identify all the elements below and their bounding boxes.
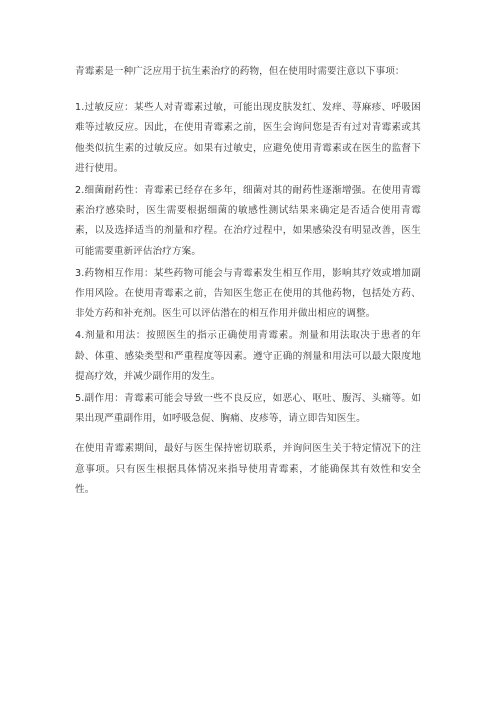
intro-paragraph: 青霉素是一种广泛应用于抗生素治疗的药物，但在使用时需要注意以下事项：: [75, 66, 405, 77]
item-allergy: 1.过敏反应：某些人对青霉素过敏，可能出现皮肤发红、发痒、荨麻疹、呼吸困难等过敏反应。因此，在使用青霉素之前，医生会询问您是否有过对青霉素或其他类似抗生素的过敏反应。如果有过敏史，应避免使用青霉素或在医生的监督下进行使用。: [75, 102, 421, 174]
item-dosage: 4.剂量和用法：按照医生的指示正确使用青霉素。剂量和用法取决于患者的年龄、体重、感染类型和严重程度等因素。遵守正确的剂量和用法可以最大限度地提高疗效，并减少副作用的发生。: [75, 330, 421, 382]
document-page: [75, 62, 421, 500]
item-interactions: 3.药物相互作用：某些药物可能会与青霉素发生相互作用，影响其疗效或增加副作用风险。在使用青霉素之前，告知医生您正在使用的其他药物，包括处方药、非处方药和补充剂。医生可以评估潜在的相互作用并做出相应的调整。: [75, 267, 421, 320]
closing-paragraph: 在使用青霉素期间，最好与医生保持密切联系，并询问医生关于特定情况下的注意事项。只有医生根据具体情况来指导使用青霉素，才能确保其有效性和安全性。: [75, 443, 421, 495]
item-side-effects: 5.副作用：青霉素可能会导致一些不良反应，如恶心、呕吐、腹泻、头痛等。如果出现严重副作用，如呼吸急促、胸痛、皮疹等，请立即告知医生。: [75, 393, 421, 425]
item-resistance: 2.细菌耐药性：青霉素已经存在多年，细菌对其的耐药性逐渐增强。在使用青霉素治疗感染时，医生需要根据细菌的敏感性测试结果来确定是否适合使用青霉素，以及选择适当的剂量和疗程。在治疗过程中，如果感染没有明显改善，医生可能需要重新评估治疗方案。: [75, 185, 421, 257]
